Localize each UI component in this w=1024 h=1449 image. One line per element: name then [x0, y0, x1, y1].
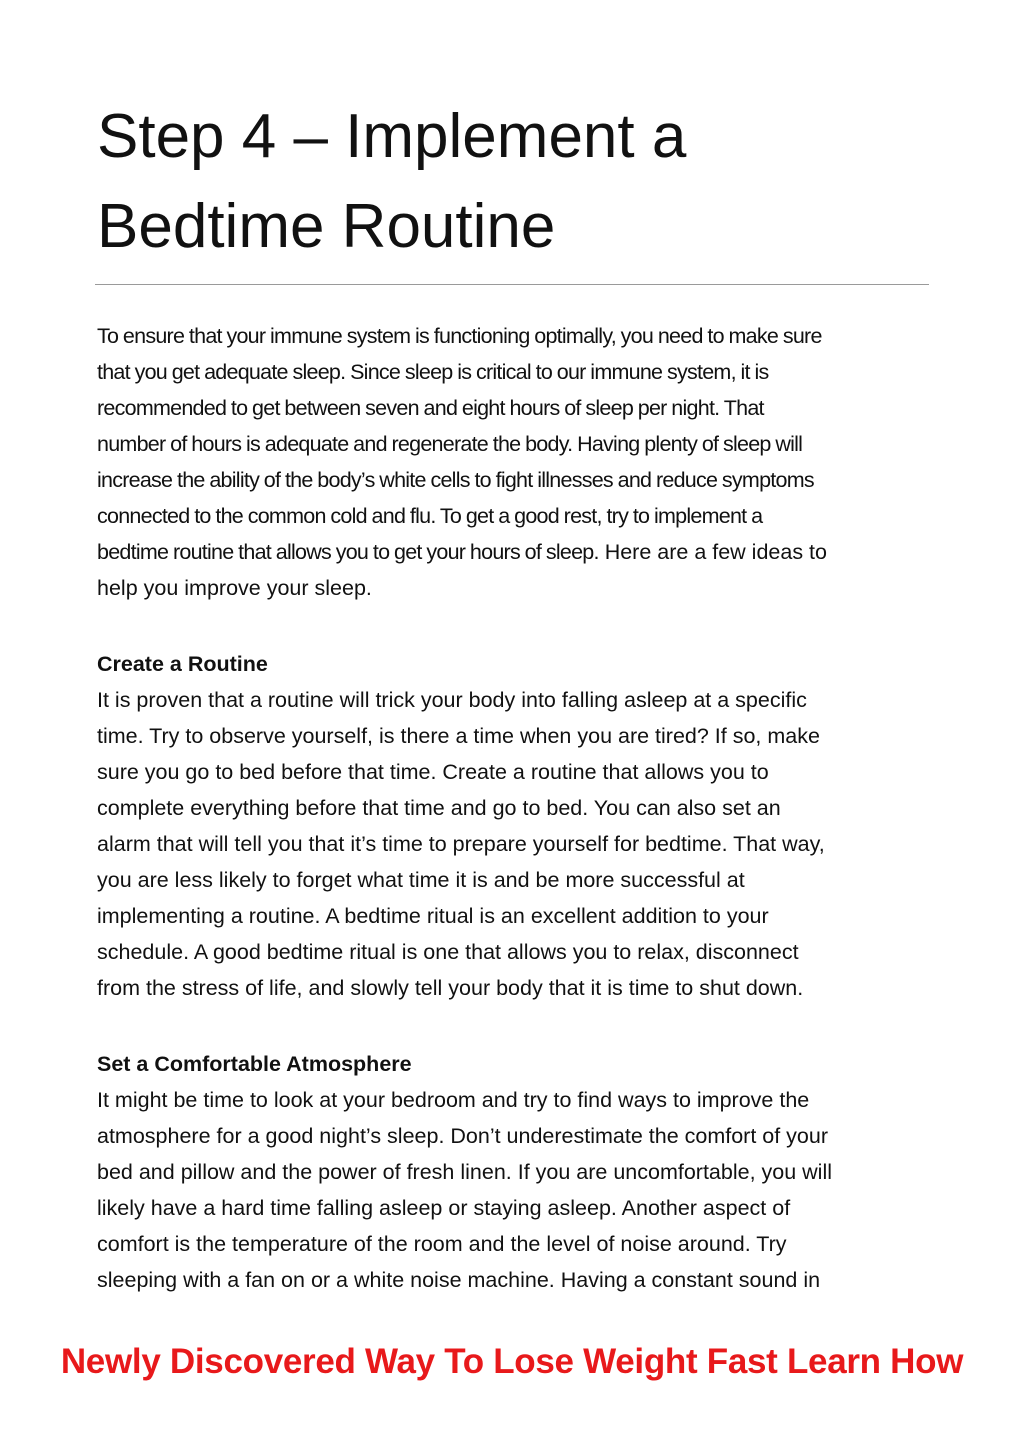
text-line: implementing a routine. A bedtime ritual is an excellent addition to your [97, 904, 769, 928]
text-line: complete everything before that time and go to bed. You can also set an [97, 796, 781, 820]
text-line: from the stress of life, and slowly tell your body that it is time to shut down. [97, 976, 804, 1000]
text-line: To ensure that your immune system is functioning optimally, you need to make sure [97, 324, 822, 348]
title-line-2: Bedtime Routine [97, 192, 556, 261]
text-line: likely have a hard time falling asleep or staying asleep. Another aspect of [97, 1196, 791, 1220]
text-line: increase the ability of the body’s white cells to fight illnesses and reduce symptoms [97, 468, 814, 492]
text-line: recommended to get between seven and eight hours of sleep per night. That [97, 396, 764, 420]
section-heading: Set a Comfortable Atmosphere [97, 1052, 412, 1076]
text-segment: bedtime routine that allows you to get your hours of sleep. [97, 540, 599, 564]
page-title [97, 92, 937, 272]
text-line: sleeping with a fan on or a white noise machine. Having a constant sound in [97, 1268, 821, 1292]
text-line: connected to the common cold and flu. To get a good rest, try to implement a [97, 504, 763, 528]
article-body [97, 318, 937, 1298]
text-line: alarm that will tell you that it’s time to prepare yourself for bedtime. That way, [97, 832, 825, 856]
text-line: atmosphere for a good night’s sleep. Don’t underestimate the comfort of your [97, 1124, 829, 1148]
section-create-routine [97, 646, 937, 1006]
paragraph-gap [97, 606, 937, 646]
section-comfortable-atmosphere [97, 1046, 937, 1298]
text-line: help you improve your sleep. [97, 576, 372, 600]
text-line: that you get adequate sleep. Since sleep is critical to our immune system, it is [97, 360, 769, 384]
text-line: comfort is the temperature of the room and the level of noise around. Try [97, 1232, 787, 1256]
text-line [97, 534, 937, 570]
text-line: bed and pillow and the power of fresh linen. If you are uncomfortable, you will [97, 1160, 833, 1184]
text-line: It might be time to look at your bedroom and try to find ways to improve the [97, 1088, 810, 1112]
text-line: sure you go to bed before that time. Create a routine that allows you to [97, 760, 769, 784]
text-line: time. Try to observe yourself, is there a time when you are tired? If so, make [97, 724, 820, 748]
title-line-1: Step 4 – Implement a [97, 102, 687, 171]
title-divider [95, 284, 929, 285]
section-heading: Create a Routine [97, 652, 268, 676]
paragraph-gap [97, 1006, 937, 1046]
text-segment: Here are a few ideas to [604, 540, 827, 564]
text-line: you are less likely to forget what time it is and be more successful at [97, 868, 745, 892]
text-line: number of hours is adequate and regenerate the body. Having plenty of sleep will [97, 432, 803, 456]
text-line: schedule. A good bedtime ritual is one that allows you to relax, disconnect [97, 940, 799, 964]
text-line: It is proven that a routine will trick your body into falling asleep at a specific [97, 688, 807, 712]
ad-banner-link[interactable]: Newly Discovered Way To Lose Weight Fast Learn How [60, 1342, 964, 1381]
intro-paragraph [97, 318, 937, 606]
